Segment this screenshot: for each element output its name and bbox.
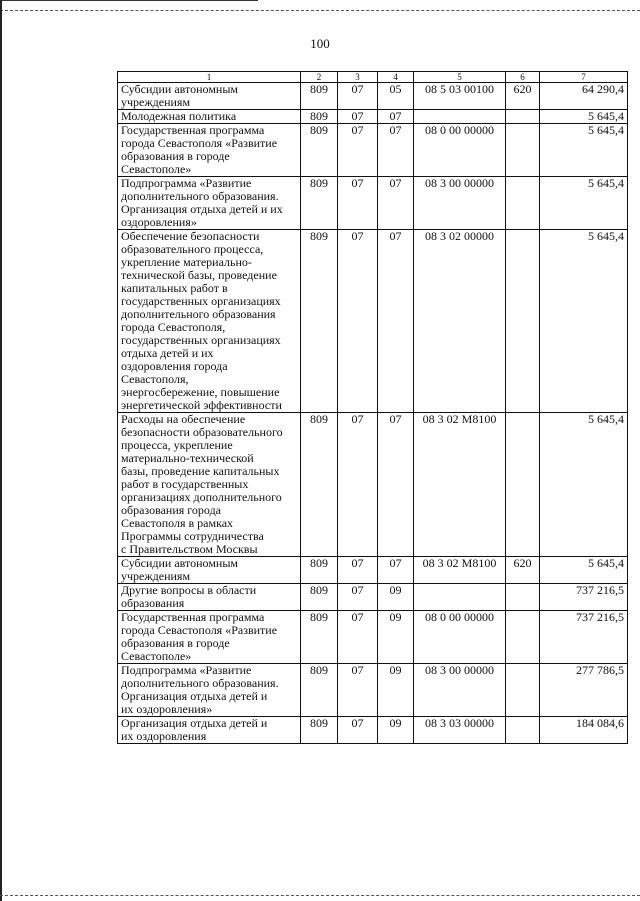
row-section-cell [338,664,378,717]
table-row [118,664,628,717]
row-amount-cell [540,584,628,611]
row-subsection: 09 [389,663,402,677]
row-name-cell [118,584,301,611]
row-code: 809 [310,412,328,426]
row-section-cell [338,110,378,124]
table-row [118,230,628,413]
row-amount-cell [540,110,628,124]
row-subsection: 09 [389,583,402,597]
row-name-cell [118,557,301,584]
table-body [118,83,628,744]
row-section: 07 [351,412,364,426]
row-section-cell [338,124,378,177]
column-header: 2 [301,72,338,83]
row-expense-type-cell [506,110,540,124]
row-target-code-cell [414,584,506,611]
row-name-cell [118,124,301,177]
row-target-code-cell [414,611,506,664]
table-row [118,83,628,110]
row-target-code: 08 3 00 00000 [425,176,494,190]
row-name: Другие вопросы в области образования [121,583,257,610]
row-target-code-cell [414,124,506,177]
row-code: 809 [310,716,328,730]
row-section: 07 [351,176,364,190]
row-target-code-cell [414,110,506,124]
row-amount-cell [540,611,628,664]
row-subsection-cell [378,664,414,717]
table-row [118,611,628,664]
row-target-code-cell [414,413,506,557]
row-section-cell [338,557,378,584]
row-amount-cell [540,557,628,584]
row-code: 809 [310,663,328,677]
row-subsection: 07 [389,109,402,123]
row-code-cell [301,664,338,717]
row-expense-type-cell [506,557,540,584]
row-expense-type-cell [506,230,540,413]
row-expense-type-cell [506,124,540,177]
row-code: 809 [310,82,328,96]
row-expense-type-cell [506,83,540,110]
row-name-cell [118,717,301,744]
row-amount-cell [540,664,628,717]
row-expense-type-cell [506,413,540,557]
row-target-code: 08 3 03 00000 [425,716,494,730]
row-amount-cell [540,413,628,557]
row-name: Субсидии автономным учреждениям [121,556,238,583]
table-row [118,413,628,557]
row-target-code-cell [414,177,506,230]
row-target-code: 08 3 02 М8100 [422,556,497,570]
row-section-cell [338,413,378,557]
row-section-cell [338,177,378,230]
row-name-cell [118,664,301,717]
row-amount: 5 645,4 [588,412,624,426]
row-target-code-cell [414,664,506,717]
row-expense-type: 620 [513,82,532,96]
row-section-cell [338,83,378,110]
row-section-cell [338,230,378,413]
row-subsection-cell [378,230,414,413]
column-header: 6 [506,72,540,83]
column-header: 1 [118,72,301,83]
row-code-cell [301,584,338,611]
row-code-cell [301,611,338,664]
row-expense-type-cell [506,717,540,744]
row-section: 07 [351,716,364,730]
row-section: 07 [351,82,364,96]
row-subsection: 07 [389,176,402,190]
row-subsection-cell [378,557,414,584]
row-amount-cell [540,230,628,413]
row-section: 07 [351,556,364,570]
row-code-cell [301,557,338,584]
row-name-cell [118,110,301,124]
row-name: Государственная программа города Севастополя «Развитие образования в городе Севастополе» [121,123,278,176]
row-target-code-cell [414,83,506,110]
row-code-cell [301,124,338,177]
column-header: 5 [414,72,506,83]
row-name: Подпрограмма «Развитие дополнительного образования. Организация отдыха детей и их оздоровления» [121,663,279,716]
row-code: 809 [310,123,328,137]
row-subsection: 07 [389,229,402,243]
row-section-cell [338,717,378,744]
budget-table [117,71,628,744]
row-subsection: 07 [389,123,402,137]
row-subsection-cell [378,124,414,177]
row-name-cell [118,177,301,230]
row-amount: 737 216,5 [576,583,624,597]
row-amount-cell [540,177,628,230]
row-name: Подпрограмма «Развитие дополнительного образования. Организация отдыха детей и их оздоровления» [121,176,283,229]
row-section-cell [338,584,378,611]
row-expense-type-cell [506,584,540,611]
row-amount-cell [540,717,628,744]
row-target-code: 08 3 02 00000 [425,229,494,243]
row-code-cell [301,717,338,744]
row-name-cell [118,230,301,413]
row-target-code: 08 0 00 00000 [425,610,494,624]
row-subsection-cell [378,110,414,124]
row-target-code-cell [414,557,506,584]
table-row [118,584,628,611]
scan-bottom-edge [0,895,640,896]
row-code: 809 [310,229,328,243]
row-code-cell [301,230,338,413]
row-target-code: 08 3 02 М8100 [422,412,497,426]
row-name-cell [118,83,301,110]
table-row [118,717,628,744]
row-name: Обеспечение безопасности образовательного процесса, укрепление материально- технической базы, проведение капитальных работ в государственных организациях дополнительного образования города Севастополя, государственных организациях отдыха детей и их оздоровления города Севастополя, энергосбережение, повышение энергетической эффективности [121,229,282,412]
row-subsection: 09 [389,610,402,624]
row-subsection-cell [378,717,414,744]
row-target-code-cell [414,230,506,413]
row-expense-type: 620 [513,556,532,570]
row-amount: 5 645,4 [588,229,624,243]
row-code-cell [301,413,338,557]
table-header-row [118,72,628,83]
row-amount: 5 645,4 [588,176,624,190]
row-subsection-cell [378,413,414,557]
row-subsection-cell [378,584,414,611]
row-subsection: 07 [389,556,402,570]
row-amount: 184 084,6 [576,716,624,730]
row-section: 07 [351,123,364,137]
row-code-cell [301,177,338,230]
table-row [118,124,628,177]
row-name: Организация отдыха детей и их оздоровления [121,716,268,743]
scan-left-edge [0,0,2,901]
row-amount: 737 216,5 [576,610,624,624]
row-section: 07 [351,109,364,123]
row-name-cell [118,413,301,557]
row-code-cell [301,83,338,110]
row-amount: 5 645,4 [588,123,624,137]
column-header: 4 [378,72,414,83]
row-code: 809 [310,176,328,190]
row-name-cell [118,611,301,664]
page-number: 100 [310,36,330,51]
row-target-code: 08 3 00 00000 [425,663,494,677]
row-expense-type-cell [506,177,540,230]
table-row [118,110,628,124]
table-row [118,177,628,230]
row-subsection-cell [378,83,414,110]
row-name: Субсидии автономным учреждениям [121,82,238,109]
scan-top-edge [0,0,640,11]
row-amount: 277 786,5 [576,663,624,677]
row-amount-cell [540,124,628,177]
row-subsection: 09 [389,716,402,730]
column-header: 3 [338,72,378,83]
row-name: Расходы на обеспечение безопасности образовательного процесса, укрепление материально-технической базы, проведение капитальных работ в государственных организациях дополнительного образования города Севастополя в рамках Программы сотрудничества с Правительством Москвы [121,412,283,556]
table-row [118,557,628,584]
row-code: 809 [310,610,328,624]
scan-top-line [0,0,258,1]
row-code: 809 [310,556,328,570]
row-target-code: 08 5 03 00100 [425,82,494,96]
column-header: 7 [540,72,628,83]
row-subsection-cell [378,611,414,664]
row-name: Государственная программа города Севастополя «Развитие образования в городе Севастополе» [121,610,278,663]
row-section: 07 [351,663,364,677]
row-section: 07 [351,583,364,597]
row-expense-type-cell [506,611,540,664]
row-subsection: 05 [389,82,402,96]
row-amount: 5 645,4 [588,556,624,570]
row-section: 07 [351,610,364,624]
row-subsection: 07 [389,412,402,426]
row-section: 07 [351,229,364,243]
row-name: Молодежная политика [121,109,237,123]
row-target-code: 08 0 00 00000 [425,123,494,137]
row-code: 809 [310,109,328,123]
row-amount: 64 290,4 [582,82,624,96]
row-amount: 5 645,4 [588,109,624,123]
row-expense-type-cell [506,664,540,717]
row-amount-cell [540,83,628,110]
row-subsection-cell [378,177,414,230]
row-section-cell [338,611,378,664]
row-target-code-cell [414,717,506,744]
row-code-cell [301,110,338,124]
row-code: 809 [310,583,328,597]
